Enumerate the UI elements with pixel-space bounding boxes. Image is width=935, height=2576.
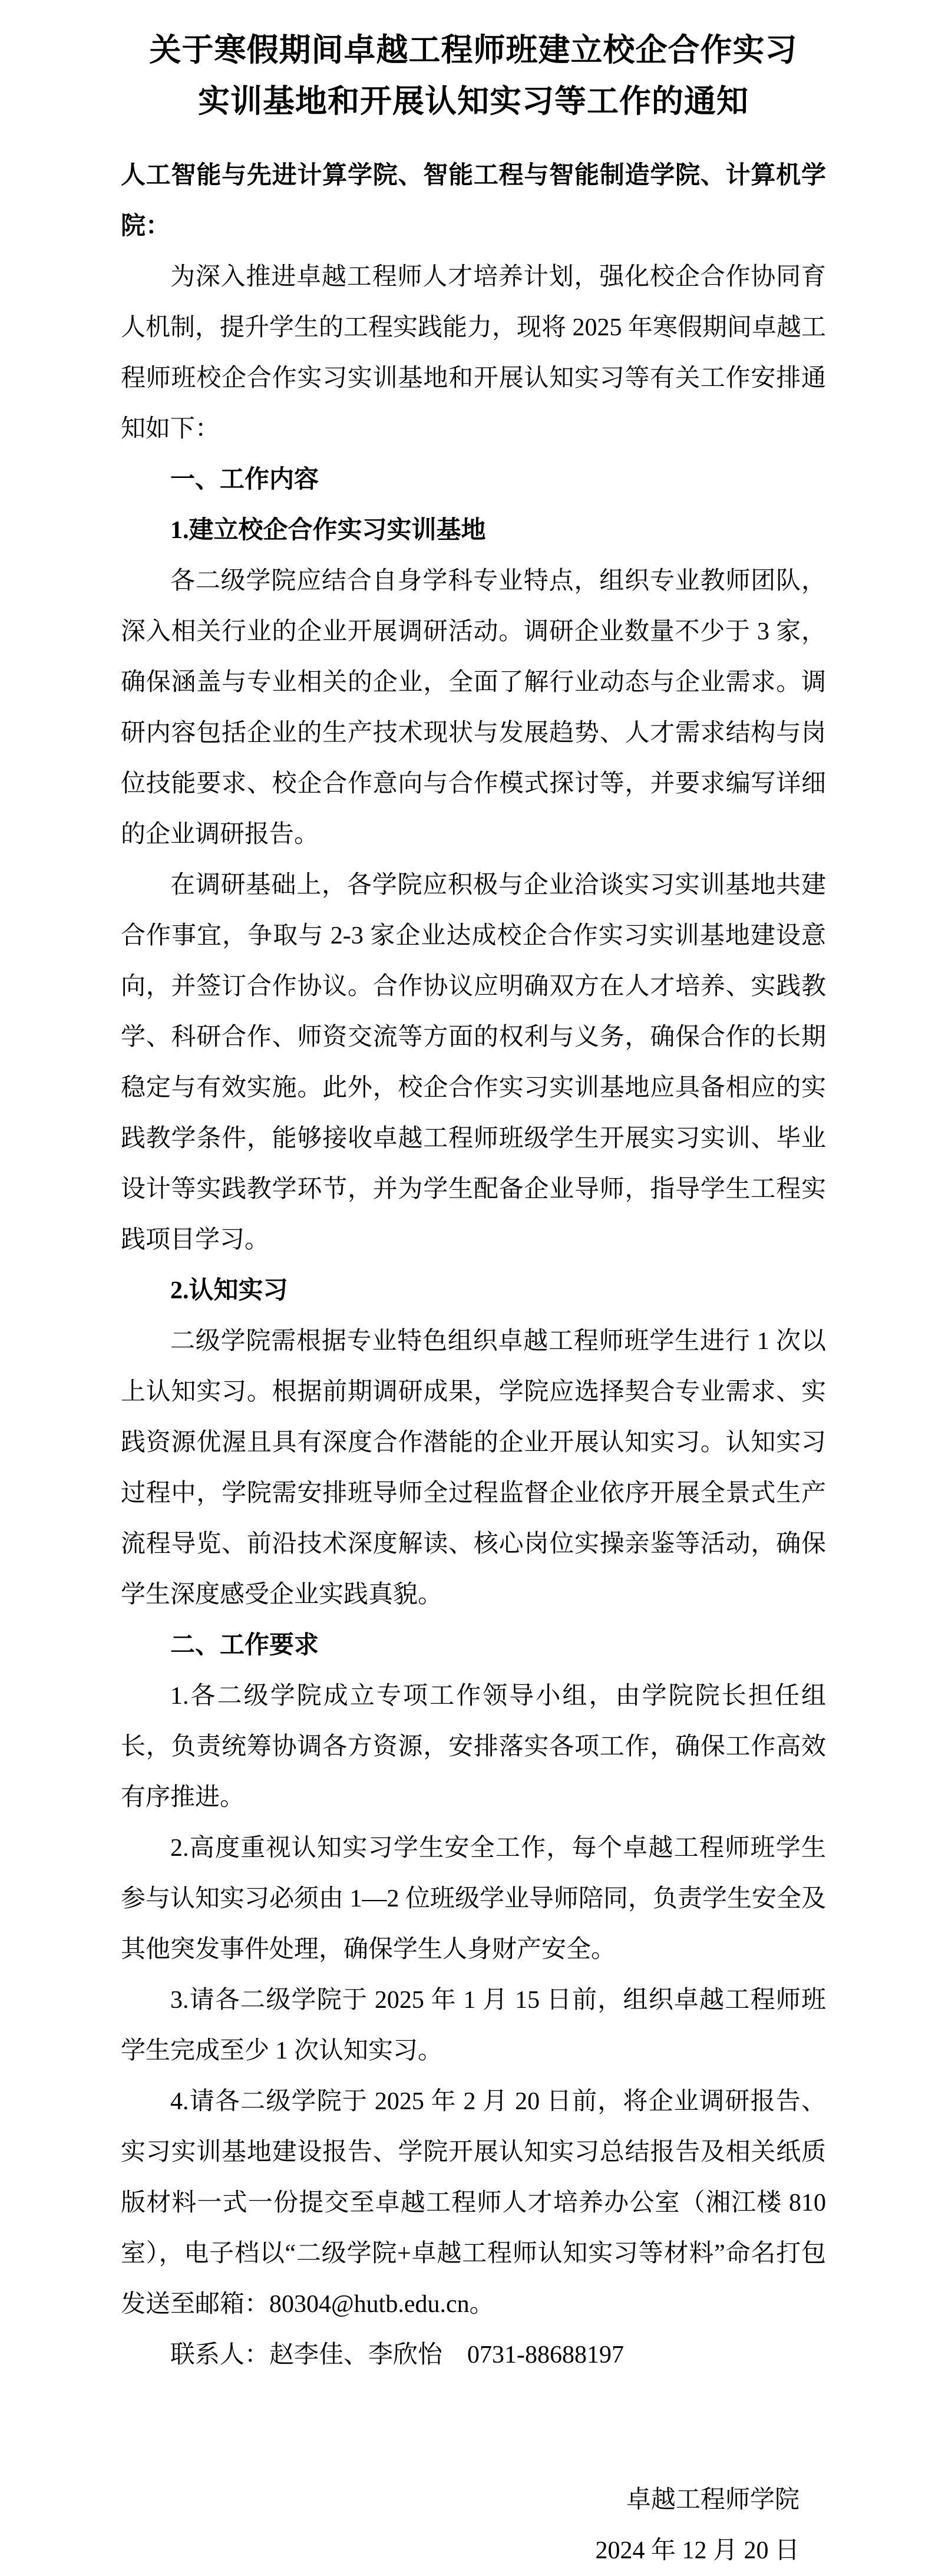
paragraph-survey: 各二级学院应结合自身学科专业特点，组织专业教师团队，深入相关行业的企业开展调研活动。调研企业数量不少于 3 家，确保涵盖与专业相关的企业，全面了解行业动态与企业需求。调研内容包括企业的生产技术现状与发展趋势、人才需求结构与岗位技能要求、校企合作意向与合作模式探讨等，并要求编写详细的企业调研报告。	[121, 567, 826, 848]
signature-date: 2024 年 12 月 20 日	[595, 2537, 799, 2564]
subsection-heading-1: 1.建立校企合作实习实训基地	[170, 516, 486, 544]
signature-org: 卓越工程师学院	[626, 2486, 799, 2514]
requirement-3: 3.请各二级学院于 2025 年 1 月 15 日前，组织卓越工程师班学生完成至少 1 次认知实习。	[121, 1986, 826, 2064]
title-line-1: 关于寒假期间卓越工程师班建立校企合作实习	[149, 32, 798, 68]
requirement-2: 2.高度重视认知实习学生安全工作，每个卓越工程师班学生参与认知实习必须由 1—2 位班级学业导师陪同，负责学生安全及其他突发事件处理，确保学生人身财产安全。	[121, 1834, 827, 1963]
paragraph-cognition: 二级学院需根据专业特色组织卓越工程师班学生进行 1 次以上认知实习。根据前期调研成果，学院应选择契合专业需求、实践资源优渥且具有深度合作潜能的企业开展认知实习。认知实习过程中，学院需安排班导师全过程监督企业依序开展全景式生产流程导览、前沿技术深度解读、核心岗位实操亲鉴等活动，确保学生深度感受企业实践真貌。	[121, 1327, 826, 1608]
section-heading-2: 二、工作要求	[170, 1631, 319, 1659]
contact-line: 联系人：赵李佳、李欣怡 0731-88688197	[170, 2341, 624, 2369]
subsection-heading-2: 2.认知实习	[170, 1277, 288, 1304]
document-title	[121, 25, 826, 128]
section-heading-1: 一、工作内容	[170, 466, 319, 493]
title-line-2: 实训基地和开展认知实习等工作的通知	[198, 84, 749, 120]
requirement-1: 1.各二级学院成立专项工作领导小组，由学院院长担任组长，负责统筹协调各方资源，安排落实各项工作，确保工作高效有序推进。	[121, 1682, 826, 1811]
addressee-line: 人工智能与先进计算学院、智能工程与智能制造学院、计算机学院：	[121, 161, 826, 240]
paragraph-agreement: 在调研基础上，各学院应积极与企业洽谈实习实训基地共建合作事宜，争取与 2-3 家企业达成校企合作实习实训基地建设意向，并签订合作协议。合作协议应明确双方在人才培养、实践教学、科研合作、师资交流等方面的权利与义务，确保合作的长期稳定与有效实施。此外，校企合作实习实训基地应具备相应的实践教学条件，能够接收卓越工程师班级学生开展实习实训、毕业设计等实践教学环节，并为学生配备企业导师，指导学生工程实践项目学习。	[121, 871, 826, 1254]
requirement-4: 4.请各二级学院于 2025 年 2 月 20 日前，将企业调研报告、实习实训基地建设报告、学院开展认知实习总结报告及相关纸质版材料一式一份提交至卓越工程师人才培养办公室（湘江楼 810 室），电子档以“二级学院+卓越工程师认知实习等材料”命名打包发送至邮箱：80304@hutb.edu.cn。	[121, 2087, 826, 2318]
signature-block	[121, 2475, 826, 2576]
intro-paragraph: 为深入推进卓越工程师人才培养计划，强化校企合作协同育人机制，提升学生的工程实践能力，现将 2025 年寒假期间卓越工程师班校企合作实习实训基地和开展认知实习等有关工作安排通知如下：	[121, 263, 827, 443]
